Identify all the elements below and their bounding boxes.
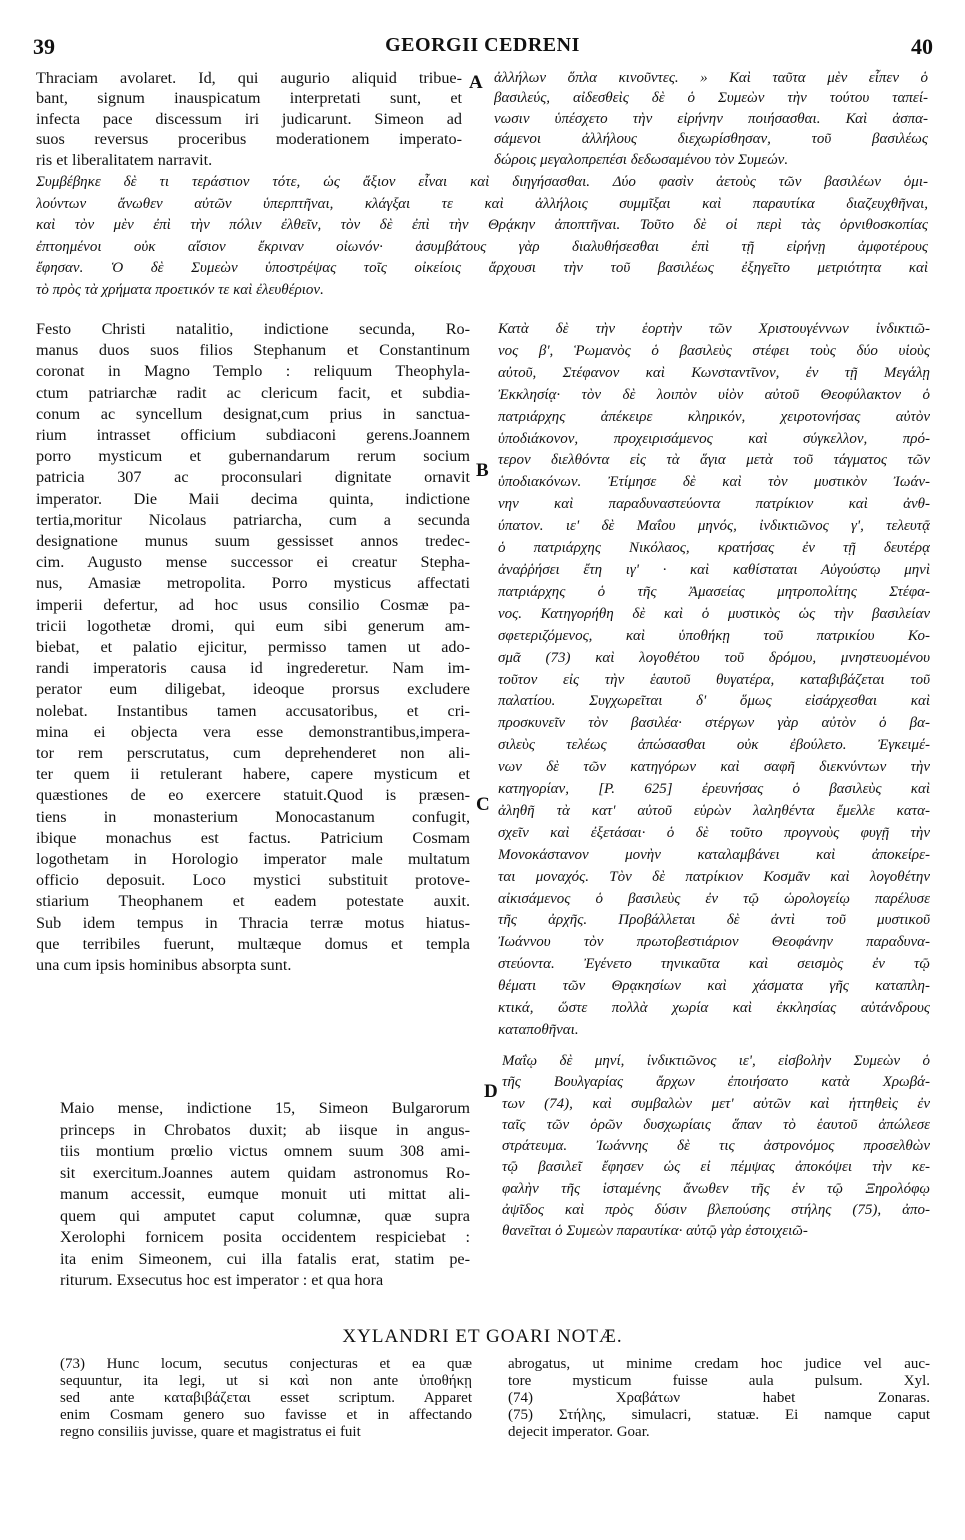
text-line: nus, Amasiæ metropolita. Porro mysticus affectati bbox=[36, 574, 470, 593]
text-line: officio deposuit. Loco mystici substituit protove- bbox=[36, 871, 470, 890]
text-line: ter quem ii retulerant habere, capere mysticum et bbox=[36, 765, 470, 784]
running-title: GEORGII CEDRENI bbox=[385, 34, 580, 56]
text-line: tore mysticum fuisse aula pulsum. Xyl. bbox=[508, 1373, 930, 1389]
text-line: τερον διελθόντα εἰς τὰ ἅγια μετὰ τοῦ τάγματος τῶν bbox=[498, 452, 930, 469]
page-number-right: 40 bbox=[911, 34, 933, 59]
text-line: καὶ τὸν μὲν ἐπὶ τὴν πόλιν ἐλθεῖν, τὸν δὲ ἐπὶ τὴν Θρᾴκην ἀποπτῆναι. Τοῦτο δὲ οἱ περὶ τὰς ὀρνιθοσκοπίας bbox=[36, 217, 928, 233]
text-line: σχεῖν καὶ ἐξετάσαι· ὁ δὲ τοῦτο προγνοὺς φυγῇ τὴν bbox=[498, 824, 930, 841]
text-line: αὐτοῦ, Στέφανον καὶ Κωνσταντῖνον, ἐν τῇ Μεγάλῃ bbox=[498, 364, 930, 381]
text-line: quem qui amputet caput columnæ, quæ supra bbox=[60, 1206, 470, 1225]
text-line: tiens in monasterium Monocastanum confugit, bbox=[36, 807, 470, 826]
text-line: que terribiles fuerunt, multæque domus et templa bbox=[36, 934, 470, 953]
text-line: princeps in Chrobatos duxit; ab iisque in angus- bbox=[60, 1120, 470, 1139]
text-line: stiarium Theophanem et eadem potestate auxit. bbox=[36, 892, 470, 911]
text-line: Ἐκκλησίᾳ· τὸν δὲ λοιπὸν υἱὸν αὐτοῦ Θεοφύλακτον ὁ bbox=[498, 386, 930, 403]
text-line: νην καὶ παραδυναστεύοντα πατρίκιον καὶ ἀνθ- bbox=[498, 496, 930, 513]
text-line: infecta pace discessum iri judicarunt. Simeon ad bbox=[36, 109, 462, 128]
greek-column-bottom bbox=[502, 1051, 930, 1243]
text-line: θανεῖται ὁ Συμεὼν παραυτίκα· αὐτῷ γὰρ ἐστοιχειῶ- bbox=[502, 1223, 808, 1240]
text-line: ἔφησαν. Ὁ δὲ Συμεὼν ὑποστρέψας τοῖς οἰκείοις ἄρχουσι τὴν τοῦ βασιλέως ἐξηγεῖτο μετριότητα καὶ bbox=[36, 260, 928, 276]
text-line: una cum ipsis hominibus absorpta sunt. bbox=[36, 956, 292, 975]
text-line: Μαΐῳ δὲ μηνί, ἰνδικτιῶνος ιε', εἰσβολὴν Συμεὼν ὁ bbox=[502, 1053, 930, 1069]
latin-column-bottom bbox=[60, 1098, 470, 1292]
text-line: ὁ πατριάρχης Νικόλαος, κρατήσας ἐν τῇ δευτέρᾳ bbox=[498, 540, 930, 557]
text-line: των (74), καὶ συμβαλὼν μετ' αὐτῶν καὶ ἡττηθεὶς ἐν bbox=[502, 1095, 930, 1112]
text-line: φαλὴν τῆς ἱσταμένης ἄνωθεν τῆς ἐν τῷ Ξηρολόφῳ bbox=[502, 1180, 930, 1197]
text-line: ἀναῤῥήσει ἔτη ιγ' · καὶ καθίσταται Αὐγούστῳ μηνὶ bbox=[498, 561, 930, 578]
text-line: ctum patriarchæ radit ac clericum facit, et subdia- bbox=[36, 383, 470, 402]
text-line: Maio mense, indictione 15, Simeon Bulgarorum bbox=[60, 1099, 470, 1117]
text-line: designatione munus suum gessisset annos tredec- bbox=[36, 532, 470, 551]
text-line: conum ac syncellum designat,cum prius in sanctua- bbox=[36, 404, 470, 423]
text-line: rium intrasset officium subdiaconi gerens.Joannem bbox=[36, 426, 470, 445]
text-line: δώροις μεγαλοπρεπέσι δεδωσαμένου τὸν Συμεών. bbox=[494, 151, 789, 168]
text-line: νος. Κατηγορήθη δὲ καὶ ὁ μυστικὸς ὡς τὴν βασιλείαν bbox=[498, 605, 930, 622]
text-line: tertia,moritur Nicolaus patriarcha, cum a secunda bbox=[36, 510, 470, 529]
text-line: randi imperatoris causa id ingrederetur. Nam im- bbox=[36, 659, 470, 678]
text-line: sit exercitum.Joannes autem quidam astronomus Ro- bbox=[60, 1163, 470, 1182]
text-line: καταποθῆναι. bbox=[498, 1022, 579, 1038]
text-line: bant, signum inauspicatum interpretati sunt, et bbox=[36, 89, 462, 108]
text-line: (74) Χραβάτων habet Zonaras. bbox=[508, 1390, 930, 1406]
text-line: ὑποδιακόνων. Ἐτίμησε δὲ καὶ τὸν μυστικὸν Ἰωάν- bbox=[498, 474, 930, 491]
text-line: tor rem perscrutatus, cum deprehenderet non ali- bbox=[36, 744, 470, 763]
text-line: βασιλεύς, αἰδεσθεὶς δὲ ὁ Συμεὼν τὴν τούτου ταπεί- bbox=[494, 90, 928, 107]
text-line: cim. Augusto mense successor ei creatur Stepha- bbox=[36, 553, 470, 572]
text-line: κτικά, ὥστε πολλὰ χωρία καὶ ἐκκλησίας αὐτάνδρους bbox=[498, 1000, 930, 1017]
text-line: logothetam in Horologio imperator male multatum bbox=[36, 850, 470, 869]
text-line: λούντων ἄνωθεν αὐτῶν ὑπερπτῆναι, κλάγξαι τε καὶ ἀλλήλοις συμμῖξαι καὶ παραυτίκα διαζευχθῆναι, bbox=[36, 195, 928, 212]
text-line: (73) Hunc locum, secutus conjecturas et ea quæ bbox=[60, 1356, 472, 1372]
text-line: ἀψῖδος καὶ πρὸς δύσιν βλεπούσης στήλης (75), ἀπο- bbox=[502, 1202, 930, 1219]
latin-column-top bbox=[36, 68, 462, 170]
text-line: σιλεὺς τελέως ἀπώσασθαι οὐκ ἐβούλετο. Ἐγκειμέ- bbox=[498, 737, 930, 754]
page-number-left: 39 bbox=[33, 34, 55, 59]
text-line: σάμενοι ἀλλήλους διεχωρίσθησαν, τοῦ βασιλέως bbox=[494, 131, 928, 148]
text-line: τῆς Βουλγαρίας ἄρχων ἐποιήσατο κατὰ Χρωβά- bbox=[502, 1074, 930, 1091]
text-line: ἀληθῆ τὰ κατ' αὐτοῦ εὑρὼν λαληθέντα ἔμελλε κατα- bbox=[498, 802, 930, 819]
text-line: dejecit imperator. Goar. bbox=[508, 1424, 650, 1440]
text-line: ris et liberalitatem narravit. bbox=[36, 150, 213, 169]
latin-column-main bbox=[36, 319, 470, 976]
text-line: mina ei objecta vera esse demonstrantibus,impera- bbox=[36, 722, 470, 741]
text-line: Thraciam avolaret. Id, qui augurio aliquid tribue- bbox=[36, 69, 462, 87]
text-line: tricii logothetæ dromi, qui eum sibi generum am- bbox=[36, 616, 470, 635]
text-line: Ἰωάννου τὸν πρωτοβεστιάριον Θεοφάνην παραδυνα- bbox=[498, 934, 930, 951]
text-line: manum accessit, eumque monuit uti mittat ali- bbox=[60, 1185, 470, 1203]
text-line: tiis montium prœlio victus omnem suum 308 ami- bbox=[60, 1142, 470, 1160]
text-line: ὑποδιάκονον, προχειρισάμενος καὶ σύγκελλον, πρό- bbox=[498, 430, 930, 447]
text-line: patricia 307 ac proconsulari dignitate ornavit bbox=[36, 468, 470, 487]
text-line: Μονοκάστανον μονὴν καταλαμβάνει καὶ ἀποκείρε- bbox=[498, 846, 930, 863]
text-line: suos reversus proceribus moderationem imperato- bbox=[36, 130, 462, 149]
text-line: θέματι τῶν Θρᾳκησίων καὶ χάσματα γῆς καταπλη- bbox=[498, 978, 930, 995]
text-line: perator eum diligebat, ideoque prorsus excludere bbox=[36, 680, 470, 699]
text-line: τῆς ἀρχῆς. Προβάλλεται δὲ ἀντὶ τοῦ μυστικοῦ bbox=[498, 912, 930, 929]
margin-mark-c: C bbox=[476, 794, 490, 815]
text-line: τῷ βασιλεῖ ἔφησεν ὡς εἰ πέμψας ἀποκόψει τὴν κε- bbox=[502, 1159, 930, 1176]
text-line: στράτευμα. Ἰωάννης δὲ τις ἀστρονόμος προσελθὼν bbox=[502, 1138, 930, 1155]
text-line: ita enim Simeonem, cui illa fatalis erat, statim pe- bbox=[60, 1249, 470, 1268]
text-line: στεύοντα. Ἐγένετο τηνικαῦτα καὶ σεισμὸς ἐν τῷ bbox=[498, 956, 930, 973]
text-line: ἀλλήλων ὅπλα κινοῦντες. » Καὶ ταῦτα μὲν εἶπεν ὁ bbox=[494, 70, 928, 86]
text-line: nolebat. Instantibus tamen accusatoribus, et cri- bbox=[36, 701, 470, 720]
text-line: Κατὰ δὲ τὴν ἑορτὴν τῶν Χριστουγέννων ἰνδικτιῶ- bbox=[498, 321, 930, 337]
margin-mark-b: B bbox=[476, 460, 489, 481]
notes-right-column bbox=[508, 1356, 930, 1441]
text-line: νος β', Ῥωμανὸς ὁ βασιλεὺς στέφει τοὺς δύο υἱοὺς bbox=[498, 342, 930, 359]
text-line: ται μοναχός. Τὸν δὲ πατρίκιον Κοσμᾶν καὶ λογοθέτην bbox=[498, 868, 930, 885]
notes-left-column bbox=[60, 1356, 472, 1441]
margin-mark-d: D bbox=[484, 1081, 498, 1102]
text-line: regno consiliis juvisse, quare et magistratus ei fuit bbox=[60, 1424, 361, 1440]
text-line: Sub idem tempus in Thracia terræ motus hiatus- bbox=[36, 913, 470, 932]
text-line: imperii defertur, ad hoc usus consilio Cosmæ pa- bbox=[36, 595, 470, 614]
text-line: ύπατον. ιε' δὲ Μαΐου μηνός, ἰνδικτιῶνος γ', τελευτᾷ bbox=[498, 518, 930, 535]
text-line: ibique monachus est factus. Patricium Cosmam bbox=[36, 828, 470, 847]
text-line: (75) Στήλης, simulacri, statuæ. Ei namque caput bbox=[508, 1407, 930, 1423]
text-line: manus duos suos filios Stephanum et Constantinum bbox=[36, 341, 470, 360]
text-line: sed ante καταβιβάζεται esset scriptum. Apparet bbox=[60, 1390, 472, 1406]
text-line: quæstiones de eo exercere statuit.Quod is præsen- bbox=[36, 786, 470, 805]
text-line: ταῖς τῶν ὀρῶν δυσχωρίαις ἅπαν τὸ ἑαυτοῦ ἀπώλεσε bbox=[502, 1116, 930, 1133]
text-line: porro mysticum et gubernandarum rerum socium bbox=[36, 447, 470, 466]
greek-full-width-paragraph bbox=[36, 172, 928, 301]
text-line: coronat in Magno Templo : reliquum Theophyla- bbox=[36, 362, 470, 381]
text-line: abrogatus, ut minime credam hoc judice vel auc- bbox=[508, 1356, 930, 1372]
text-line: imperator. Die Maii decima quinta, indictione bbox=[36, 489, 470, 508]
text-line: νωσιν ὑπέσχετο τὴν εἰρήνην ποιήσασθαι. Καὶ ἀσπα- bbox=[494, 110, 928, 127]
margin-mark-a: A bbox=[469, 72, 483, 93]
text-line: νων δὲ τῶν κατηγόρων καὶ σαφῆ διεκνύντων τὴν bbox=[498, 759, 930, 776]
greek-column-top bbox=[494, 68, 928, 170]
text-line: πατριάρχης ἀπέκειρε κληρικόν, χειροτονήσας αὐτὸν bbox=[498, 408, 930, 425]
greek-column-main bbox=[498, 319, 930, 1042]
text-line: σφετεριζόμενος, καὶ ὑποθήκῃ τοῦ πατρικίου Κο- bbox=[498, 627, 930, 644]
text-line: sequuntur, ita legi, ut si καὶ non ante ὑποθήκῃ bbox=[60, 1373, 472, 1389]
text-line: τὸ πρὸς τὰ χρήματα προετικόν τε καὶ ἐλευθέριον. bbox=[36, 281, 324, 298]
text-line: προσκυνεῖν τὸν βασιλέα· στέργων γὰρ αὐτὸν ὁ βα- bbox=[498, 715, 930, 732]
text-line: biebat, et palatio ejicitur, permisso tamen ut ado- bbox=[36, 638, 470, 657]
text-line: παλατίου. Συγχωρεῖται δ' ὅμως εἰσάρχεσθαι καὶ bbox=[498, 693, 930, 710]
text-line: Συμβέβηκε δὲ τι τεράστιον τότε, ὡς ἄξιον εἶναι καὶ διηγήσασθαι. Δύο φασὶν ἀετοὺς τῶν βασιλέων ὁμι- bbox=[36, 174, 928, 190]
notes-heading: XYLANDRI ET GOARI NOTÆ. bbox=[342, 1326, 623, 1347]
text-line: Xerolophi fornicem posita occidentem respiciebat : bbox=[60, 1228, 470, 1246]
text-line: ἐπτοημένοι οὐκ αἴσιον ἔκριναν οἰωνόν· ἀσυμβάτους γὰρ διαλυθήσεσθαι ἐπὶ τῇ εἰρήνῃ ἀμφοτέρους bbox=[36, 238, 928, 255]
text-line: Festo Christi natalitio, indictione secunda, Ro- bbox=[36, 320, 470, 338]
text-line: σμᾶ (73) καὶ λογοθέτου τοῦ δρόμου, μνηστευομένου bbox=[498, 649, 930, 666]
text-line: τοῦτον εἰς τὴν ἑαυτοῦ θυγατέρα, καταβιβάζεται τοῦ bbox=[498, 671, 930, 688]
text-line: enim Cosmam genero suo favisse et in affectando bbox=[60, 1407, 472, 1423]
text-line: αἰκισάμενος ὁ βασιλεὺς ἐν τῷ ὡρολογείῳ παρέλυσε bbox=[498, 890, 930, 907]
text-line: riturum. Exsecutus hoc est imperator : et qua hora bbox=[60, 1271, 384, 1289]
text-line: πατριάρχης ὁ τῆς Ἀμασείας μητροπολίτης Στέφα- bbox=[498, 583, 930, 600]
text-line: κατηγορίαν, [P. 625] ἐρευνήσας ὁ βασιλεὺς καὶ bbox=[498, 781, 930, 798]
